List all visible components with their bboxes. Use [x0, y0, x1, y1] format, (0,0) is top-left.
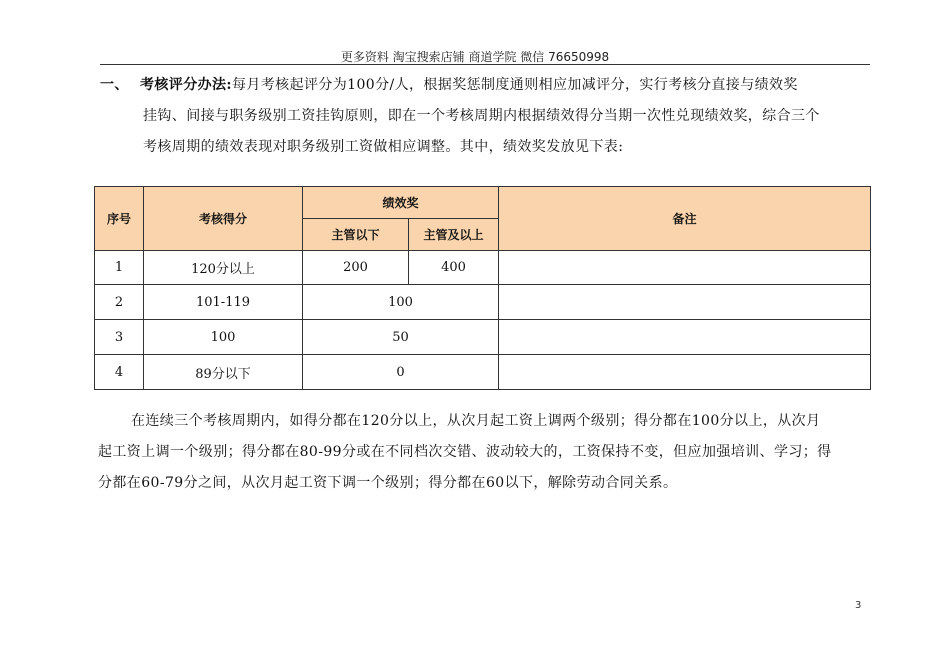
row-bonus: 50 — [303, 320, 499, 355]
salary-adjustment-rules — [98, 406, 873, 499]
row-remark — [499, 251, 871, 285]
table-row — [95, 251, 871, 285]
row-seq: 3 — [95, 320, 144, 355]
section-line-1: 每月考核起评分为100分/人，根据奖惩制度通则相应加减评分，实行考核分直接与绩效奖 — [231, 77, 798, 93]
rules-line-2: 起工资上调一个级别；得分都在80-99分或在不同档次交错、波动较大的，工资保持不变，但应加强培训、学习；得 — [98, 444, 832, 460]
table-row — [95, 285, 871, 320]
header-bonus-supervisor-above: 主管及以上 — [409, 219, 499, 251]
header-seq: 序号 — [95, 187, 144, 251]
header-divider — [100, 64, 870, 65]
header-remark: 备注 — [499, 187, 871, 251]
row-remark — [499, 285, 871, 320]
section-evaluation-method — [100, 70, 875, 163]
page-number: 3 — [855, 600, 862, 611]
section-number: 一、 — [100, 77, 129, 93]
row-bonus: 0 — [303, 355, 499, 390]
table-row — [95, 320, 871, 355]
rules-line-3: 分都在60-79分之间，从次月起工资下调一个级别；得分都在60以下，解除劳动合同关系。 — [98, 475, 678, 491]
header-score: 考核得分 — [144, 187, 303, 251]
bonus-table — [94, 186, 871, 390]
row-remark — [499, 320, 871, 355]
row-score: 89分以下 — [144, 355, 303, 390]
table-row — [95, 355, 871, 390]
row-seq: 2 — [95, 285, 144, 320]
rules-line-1: 在连续三个考核周期内，如得分都在120分以上，从次月起工资上调两个级别；得分都在100分以上，从次月 — [131, 413, 821, 429]
page-header: 更多资料 淘宝搜索店铺 商道学院 微信 76650998 — [340, 50, 610, 64]
section-line-3: 考核周期的绩效表现对职务级别工资做相应调整。其中，绩效奖发放见下表: — [143, 139, 624, 155]
row-bonus-supervisor-above: 400 — [409, 251, 499, 285]
section-line-2: 挂钩、间接与职务级别工资挂钩原则，即在一个考核周期内根据绩效得分当期一次性兑现绩效奖，综合三个 — [143, 108, 820, 124]
row-score: 100 — [144, 320, 303, 355]
section-label: 考核评分办法: — [140, 77, 232, 93]
row-score: 120分以上 — [144, 251, 303, 285]
row-bonus: 100 — [303, 285, 499, 320]
row-score: 101-119 — [144, 285, 303, 320]
header-bonus: 绩效奖 — [303, 187, 499, 219]
section-first-line — [100, 70, 875, 101]
row-seq: 1 — [95, 251, 144, 285]
header-bonus-below-supervisor: 主管以下 — [303, 219, 409, 251]
row-remark — [499, 355, 871, 390]
row-bonus-below-supervisor: 200 — [303, 251, 409, 285]
row-seq: 4 — [95, 355, 144, 390]
